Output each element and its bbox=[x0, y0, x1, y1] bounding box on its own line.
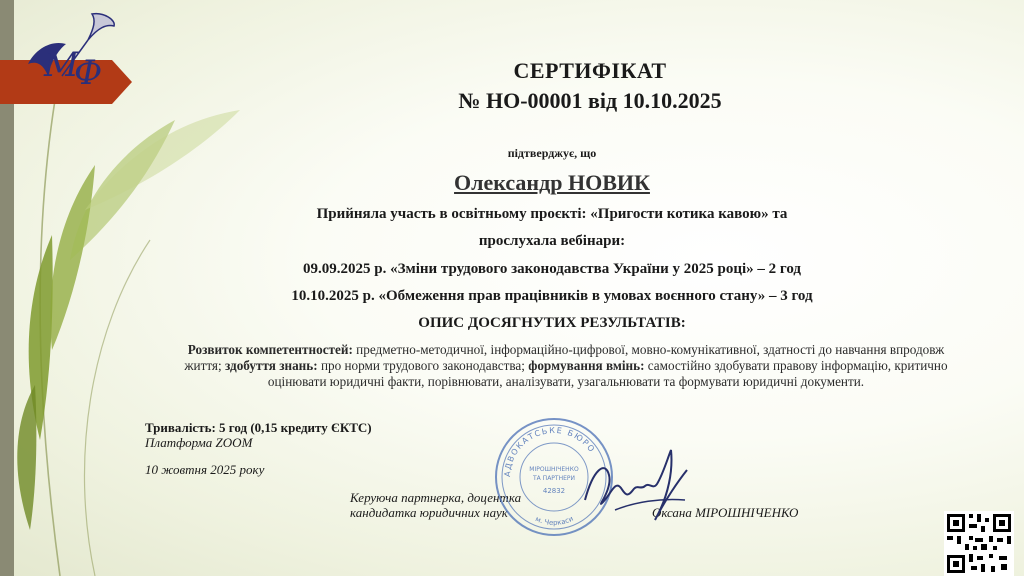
svg-text:Ф: Ф bbox=[74, 53, 103, 93]
certificate-number: № НО-00001 від 10.10.2025 bbox=[458, 88, 722, 113]
stamp-ring-text: АДВОКАТСЬКЕ БЮРО bbox=[502, 425, 597, 478]
recipient-name: Олександр НОВИК bbox=[454, 170, 650, 195]
stamp-bottom-text: м. Черкаси bbox=[534, 514, 575, 528]
certificate-title: СЕРТИФІКАТ bbox=[513, 58, 667, 83]
issue-date: 10 жовтня 2025 року bbox=[145, 462, 265, 477]
participation-line-2: прослухала вебінари: bbox=[478, 233, 626, 249]
competencies-label: Розвиток компетентностей: bbox=[187, 342, 353, 357]
duration: Тривалість: 5 год (0,15 кредиту ЄКТС) bbox=[145, 420, 372, 435]
skills-text: самостійно здобувати правову інформацію, критично оцінювати юридичні факти, порівнювати, аналізувати, узагальнювати та формувати юридичні документи. bbox=[267, 358, 948, 389]
participation-line-1: Прийняла участь в освітньому проєкті: «Пригости котика кавою» та bbox=[316, 206, 788, 222]
qr-code-icon bbox=[944, 511, 1014, 576]
svg-text:М: М bbox=[44, 45, 79, 85]
webinar-2: 10.10.2025 р. «Обмеження прав працівників в умовах воєнного стану» – 3 год bbox=[291, 288, 813, 304]
results-description bbox=[168, 342, 964, 390]
knowledge-text: про норми трудового законодавства; bbox=[317, 358, 529, 373]
platform: Платформа ZOOM bbox=[145, 435, 253, 450]
stamp-code: 42832 bbox=[542, 487, 566, 495]
skills-label: формування вмінь: bbox=[528, 358, 645, 373]
stamp-center-line-2: ТА ПАРТНЕРИ bbox=[533, 475, 575, 482]
webinar-1: 09.09.2025 р. «Зміни трудового законодавства України у 2025 році» – 2 год bbox=[303, 261, 801, 277]
signer-role-line-1: Керуюча партнерка, доцентка bbox=[350, 490, 522, 505]
signer-role-line-2: кандидатка юридичних наук bbox=[350, 505, 508, 520]
svg-text:м. Черкаси bbox=[534, 515, 574, 527]
signer-name: Оксана МІРОШНІЧЕНКО bbox=[652, 505, 799, 520]
stamp-center-line-1: МІРОШНІЧЕНКО bbox=[529, 466, 579, 473]
results-heading: ОПИС ДОСЯГНУТИХ РЕЗУЛЬТАТІВ: bbox=[418, 315, 686, 331]
knowledge-label: здобуття знань: bbox=[224, 358, 318, 373]
signature-icon bbox=[575, 440, 695, 535]
competencies-text: предметно-методичної, інформаційно-цифрової, мовно-комунікативної, здатності до навчання впродовж життя; bbox=[184, 342, 945, 373]
confirms-text: підтверджує, що bbox=[507, 146, 597, 160]
